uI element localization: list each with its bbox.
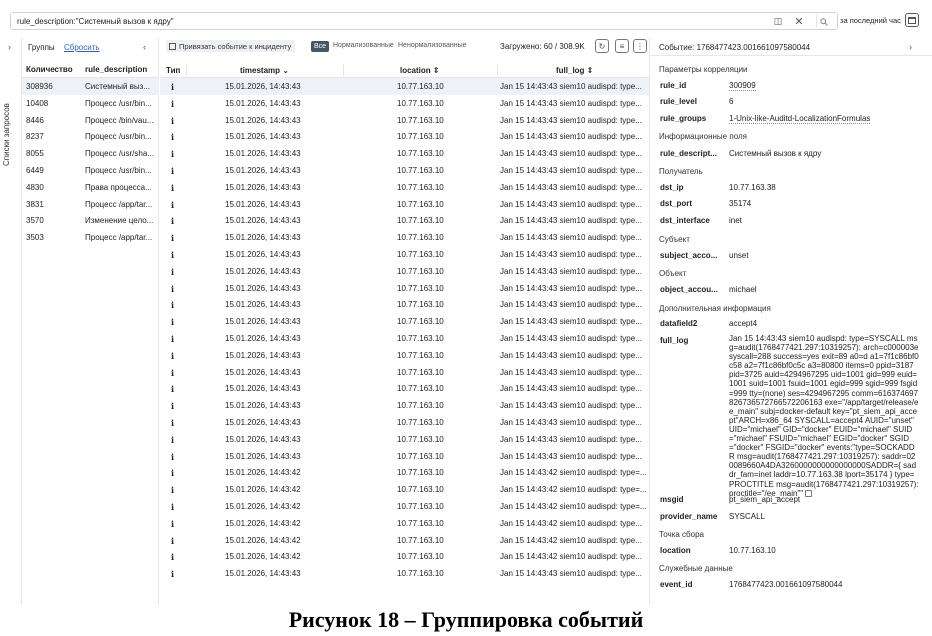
event-location: 10.77.163.10 <box>397 216 444 226</box>
event-timestamp: 15.01.2026, 14:43:43 <box>225 250 301 259</box>
event-timestamp: 15.01.2026, 14:43:43 <box>225 115 301 125</box>
event-full-log: Jan 15 14:43:42 siem10 audispd: type... <box>500 518 642 528</box>
event-row[interactable] <box>160 128 650 145</box>
event-row[interactable] <box>160 414 650 431</box>
event-timestamp: 15.01.2026, 14:43:43 <box>225 334 301 343</box>
bind-label: Привязать событие к инциденту <box>179 41 292 51</box>
field-value-dst-ip[interactable]: 10.77.163.38 <box>729 183 776 192</box>
field-value-subject-account[interactable]: unset <box>729 251 749 260</box>
field-key-dst-ip: dst_ip <box>660 183 684 192</box>
collapse-groups-icon[interactable]: ‹ <box>143 42 146 52</box>
event-location: 10.77.163.10 <box>397 518 444 528</box>
info-type-icon: i <box>171 82 175 92</box>
event-row[interactable] <box>160 481 650 498</box>
info-type-icon: i <box>171 434 175 445</box>
group-row[interactable] <box>22 196 159 213</box>
event-full-log: Jan 15 14:43:42 siem10 audispd: type=... <box>500 468 647 478</box>
info-type-icon: i <box>171 569 175 580</box>
event-timestamp: 15.01.2026, 14:43:43 <box>225 300 301 310</box>
event-location: 10.77.163.10 <box>397 569 444 579</box>
group-count: 10408 <box>26 98 49 108</box>
event-row[interactable] <box>160 464 650 481</box>
group-row[interactable] <box>22 212 159 229</box>
event-timestamp: 15.01.2026, 14:43:43 <box>225 233 301 243</box>
event-row[interactable] <box>160 498 650 515</box>
event-full-log: Jan 15 14:43:42 siem10 audispd: type... <box>500 552 642 562</box>
event-row[interactable] <box>160 397 650 414</box>
field-key-dst-interface: dst_interface <box>660 216 710 225</box>
full-log-text: Jan 15 14:43:43 siem10 audispd: type=SYSCALL msg=audit(1768477421.297:10319257): arch=c000003e syscall=288 success=yes exit=89 a0=d a1=7f1c86bf0c58 a2=7f1c86bf0c5c a3=80800 items=0 ppid=3187 pid=3725 auid=4294967295 uid=1001 gid=999 euid=1001 suid=1001 fsuid=1001 egid=999 sgid=999 fsgid=999 tty=(none) ses=4294967295 comm=616374697826736572766572206163 exe="/app/target/release/ee_main" subj=docker-default key="pt_siem_api_accept"ARCH=x86_64 SYSCALL=accept4 AUID="unset" UID="michael" GID="docker" EUID="michael" SUID="michael" FSUID="michael" EGID="docker" SGID="docker" FSGID="docker" events:"type=SOCKADDR msg=audit(1768477421.297:10319257): saddr=020089660A4DA3260000000000000000SADDR={ saddr_fam=inet laddr=10.77.163.38 lport=35174 } type=PROCTITLE msg=audit(1768477421.297:10319257): proctitle="/ee_main"" <box>729 334 919 498</box>
event-timestamp: 15.01.2026, 14:43:43 <box>225 199 301 209</box>
event-full-log: Jan 15 14:43:43 siem10 audispd: type... <box>500 434 642 444</box>
event-location: 10.77.163.10 <box>397 233 444 243</box>
column-location[interactable] <box>400 66 440 75</box>
column-full-log-label: full_log <box>556 66 585 75</box>
expand-rail-icon[interactable]: › <box>8 42 11 52</box>
field-key-event-id: event_id <box>660 580 693 589</box>
more-options-icon[interactable]: ⋮ <box>633 39 647 53</box>
event-row[interactable] <box>160 280 650 297</box>
event-location: 10.77.163.10 <box>397 115 444 125</box>
field-value-event-id[interactable]: 1768477423.001661097580044 <box>729 580 843 589</box>
event-timestamp: 15.01.2026, 14:43:42 <box>225 552 301 562</box>
event-location: 10.77.163.10 <box>397 149 444 159</box>
bind-to-incident-button[interactable] <box>166 40 295 52</box>
search-bar <box>0 10 932 34</box>
group-description: Процесс /usr/bin... <box>85 166 152 175</box>
event-timestamp: 15.01.2026, 14:43:42 <box>225 518 301 528</box>
group-description: Права процесса... <box>85 182 152 192</box>
event-full-log: Jan 15 14:43:43 siem10 audispd: type... <box>500 266 642 276</box>
group-row[interactable] <box>22 78 159 95</box>
event-row[interactable] <box>160 347 650 364</box>
info-type-icon: i <box>171 115 175 126</box>
section-additional: Дополнительная информация <box>659 304 771 313</box>
event-location: 10.77.163.10 <box>397 367 444 377</box>
event-location: 10.77.163.10 <box>397 98 444 108</box>
event-full-log: Jan 15 14:43:43 siem10 audispd: type... <box>500 451 642 461</box>
event-row[interactable] <box>160 515 650 532</box>
event-full-log: Jan 15 14:43:43 siem10 audispd: type... <box>500 317 642 327</box>
field-key-rule-description: rule_descript... <box>660 149 717 158</box>
group-row[interactable] <box>22 128 159 145</box>
field-key-rule-groups: rule_groups <box>660 114 707 123</box>
field-value-object-account[interactable]: michael <box>729 285 757 294</box>
event-row[interactable] <box>160 179 650 196</box>
field-key-subject-account: subject_acco... <box>660 251 718 260</box>
expand-detail-icon[interactable]: › <box>909 42 912 52</box>
group-row[interactable] <box>22 179 159 196</box>
bind-icon <box>169 43 176 50</box>
events-panel <box>160 38 650 604</box>
event-full-log: Jan 15 14:43:43 siem10 audispd: type... <box>500 334 642 343</box>
event-row[interactable] <box>160 431 650 448</box>
group-count: 3831 <box>26 199 44 209</box>
event-full-log: Jan 15 14:43:43 siem10 audispd: type... <box>500 569 642 579</box>
group-count: 3570 <box>26 216 44 226</box>
field-value-provider-name[interactable]: SYSCALL <box>729 512 766 521</box>
group-row[interactable] <box>22 229 159 246</box>
event-location: 10.77.163.10 <box>397 132 444 142</box>
groups-panel <box>22 38 159 604</box>
info-type-icon: i <box>171 149 175 160</box>
group-row[interactable] <box>22 95 159 112</box>
group-description: Процесс /usr/bin... <box>85 98 152 108</box>
event-full-log: Jan 15 14:43:43 siem10 audispd: type... <box>500 350 642 360</box>
group-row[interactable] <box>22 162 159 179</box>
info-type-icon: i <box>171 300 175 311</box>
info-type-icon: i <box>171 334 175 344</box>
event-timestamp: 15.01.2026, 14:43:43 <box>225 98 301 108</box>
event-full-log: Jan 15 14:43:43 siem10 audispd: type... <box>500 166 642 175</box>
column-count[interactable]: Количество <box>26 65 73 74</box>
info-type-icon: i <box>171 98 175 109</box>
section-correlation: Параметры корреляции <box>659 65 748 74</box>
event-location: 10.77.163.10 <box>397 502 444 511</box>
group-description: Процесс /bin/vau... <box>85 115 154 125</box>
groups-column-header <box>22 62 159 78</box>
loaded-count: Загружено: 60 / 308.9K <box>500 42 585 51</box>
field-key-msgid: msgid <box>660 495 684 504</box>
event-location: 10.77.163.10 <box>397 350 444 360</box>
filter-all-tab[interactable]: Все <box>311 41 329 52</box>
event-full-log: Jan 15 14:43:43 siem10 audispd: type... <box>500 233 642 243</box>
search-input[interactable] <box>17 14 757 28</box>
event-timestamp: 15.01.2026, 14:43:43 <box>225 317 301 327</box>
query-lists-rail <box>0 38 22 604</box>
field-key-dst-port: dst_port <box>660 199 692 208</box>
event-timestamp: 15.01.2026, 14:43:43 <box>225 82 301 91</box>
group-row[interactable] <box>22 112 159 129</box>
event-row[interactable] <box>160 212 650 229</box>
field-key-full-log: full_log <box>660 336 689 345</box>
event-full-log: Jan 15 14:43:43 siem10 audispd: type... <box>500 300 642 310</box>
event-location: 10.77.163.10 <box>397 334 444 343</box>
event-row[interactable] <box>160 263 650 280</box>
event-full-log: Jan 15 14:43:43 siem10 audispd: type... <box>500 283 642 293</box>
info-type-icon: i <box>171 283 175 294</box>
event-full-log: Jan 15 14:43:43 siem10 audispd: type... <box>500 149 642 159</box>
field-value-rule-level[interactable]: 6 <box>729 97 734 106</box>
info-type-icon: i <box>171 132 175 143</box>
event-location: 10.77.163.10 <box>397 266 444 276</box>
reset-link[interactable]: Сбросить <box>64 43 100 52</box>
event-timestamp: 15.01.2026, 14:43:43 <box>225 266 301 276</box>
info-type-icon: i <box>171 233 175 244</box>
info-type-icon: i <box>171 401 175 412</box>
sort-icon: ⇕ <box>586 66 594 75</box>
event-timestamp: 15.01.2026, 14:43:43 <box>225 418 301 427</box>
event-full-log: Jan 15 14:43:42 siem10 audispd: type=... <box>500 485 647 495</box>
info-type-icon: i <box>171 485 175 496</box>
event-timestamp: 15.01.2026, 14:43:43 <box>225 149 301 159</box>
event-location: 10.77.163.10 <box>397 451 444 461</box>
event-row[interactable] <box>160 78 650 95</box>
filter-unnormalized-tab[interactable]: Ненормализованные <box>398 42 467 49</box>
event-location: 10.77.163.10 <box>397 250 444 259</box>
field-value-msgid[interactable]: pt_siem_api_accept <box>729 495 801 504</box>
info-type-icon: i <box>171 552 175 563</box>
info-type-icon: i <box>171 317 175 328</box>
group-description: Изменение цело... <box>85 216 154 226</box>
info-type-icon: i <box>171 518 175 529</box>
field-value-location[interactable]: 10.77.163.10 <box>729 546 776 555</box>
event-location: 10.77.163.10 <box>397 401 444 411</box>
event-full-log: Jan 15 14:43:43 siem10 audispd: type... <box>500 367 642 377</box>
column-timestamp[interactable] <box>240 66 289 75</box>
group-count: 3503 <box>26 233 44 243</box>
event-location: 10.77.163.10 <box>397 182 444 192</box>
info-type-icon: i <box>171 182 175 193</box>
info-type-icon: i <box>171 502 175 512</box>
event-location: 10.77.163.10 <box>397 418 444 427</box>
field-value-rule-description[interactable]: Системный вызов к ядру <box>729 149 822 158</box>
event-timestamp: 15.01.2026, 14:43:42 <box>225 535 301 545</box>
event-full-log: Jan 15 14:43:42 siem10 audispd: type... <box>500 535 642 545</box>
event-row[interactable] <box>160 364 650 381</box>
group-description: Процесс /usr/sha... <box>85 149 154 159</box>
event-row[interactable] <box>160 565 650 582</box>
section-info: Информационные поля <box>659 132 747 141</box>
event-full-log: Jan 15 14:43:43 siem10 audispd: type... <box>500 98 642 108</box>
event-full-log: Jan 15 14:43:43 siem10 audispd: type... <box>500 216 642 226</box>
search-box[interactable] <box>10 12 838 30</box>
settings-sliders-icon[interactable]: ≡ <box>615 39 629 53</box>
event-location: 10.77.163.10 <box>397 434 444 444</box>
group-count: 8446 <box>26 115 44 125</box>
events-toolbar <box>160 38 650 56</box>
info-type-icon: i <box>171 266 175 277</box>
event-full-log: Jan 15 14:43:43 siem10 audispd: type... <box>500 250 642 259</box>
field-value-dst-interface[interactable]: inet <box>729 216 742 225</box>
clear-icon[interactable]: ✕ <box>794 16 804 28</box>
calendar-icon[interactable] <box>905 13 919 27</box>
info-type-icon: i <box>171 468 175 479</box>
event-full-log: Jan 15 14:43:43 siem10 audispd: type... <box>500 132 642 142</box>
info-type-icon: i <box>171 199 175 210</box>
event-timestamp: 15.01.2026, 14:43:43 <box>225 283 301 293</box>
column-timestamp-label: timestamp <box>240 66 281 75</box>
event-timestamp: 15.01.2026, 14:43:43 <box>225 166 301 175</box>
event-row[interactable] <box>160 380 650 397</box>
field-key-provider-name: provider_name <box>660 512 718 521</box>
group-count: 8055 <box>26 149 44 159</box>
section-object: Объект <box>659 269 687 278</box>
event-timestamp: 15.01.2026, 14:43:43 <box>225 367 301 377</box>
event-row[interactable] <box>160 330 650 347</box>
event-location: 10.77.163.10 <box>397 384 444 394</box>
event-timestamp: 15.01.2026, 14:43:43 <box>225 182 301 192</box>
event-location: 10.77.163.10 <box>397 317 444 327</box>
time-period-label[interactable]: за последний час <box>840 16 901 25</box>
event-timestamp: 15.01.2026, 14:43:43 <box>225 216 301 226</box>
event-full-log: Jan 15 14:43:43 siem10 audispd: type... <box>500 418 642 427</box>
event-timestamp: 15.01.2026, 14:43:43 <box>225 569 301 579</box>
column-location-label: location <box>400 66 431 75</box>
event-timestamp: 15.01.2026, 14:43:42 <box>225 468 301 478</box>
event-row[interactable] <box>160 313 650 330</box>
event-full-log: Jan 15 14:43:43 siem10 audispd: type... <box>500 115 642 125</box>
field-value-full-log[interactable] <box>729 334 919 498</box>
field-key-object-account: object_accou... <box>660 285 718 294</box>
field-key-datafield2: datafield2 <box>660 319 698 328</box>
field-value-dst-port[interactable]: 35174 <box>729 199 752 208</box>
event-location: 10.77.163.10 <box>397 535 444 545</box>
event-timestamp: 15.01.2026, 14:43:43 <box>225 401 301 411</box>
event-location: 10.77.163.10 <box>397 485 444 495</box>
info-type-icon: i <box>171 418 175 428</box>
group-count: 4830 <box>26 182 44 192</box>
event-location: 10.77.163.10 <box>397 82 444 91</box>
group-description: Процесс /app/tar... <box>85 233 153 243</box>
event-row[interactable] <box>160 296 650 313</box>
search-icon[interactable] <box>816 15 830 28</box>
event-timestamp: 15.01.2026, 14:43:43 <box>225 132 301 142</box>
filter-normalized-tab[interactable]: Нормализованные <box>333 42 394 49</box>
group-count: 6449 <box>26 166 44 175</box>
info-type-icon: i <box>171 384 175 395</box>
field-key-location: location <box>660 546 691 555</box>
column-rule-description[interactable]: rule_description <box>85 65 148 74</box>
group-count: 8237 <box>26 132 44 142</box>
copy-icon[interactable] <box>805 490 812 497</box>
event-location: 10.77.163.10 <box>397 552 444 562</box>
section-service: Служебные данные <box>659 564 733 573</box>
event-timestamp: 15.01.2026, 14:43:43 <box>225 451 301 461</box>
event-full-log: Jan 15 14:43:43 siem10 audispd: type... <box>500 199 642 209</box>
event-detail-title: Событие: 1768477423.001661097580044 <box>659 43 811 52</box>
event-full-log: Jan 15 14:43:43 siem10 audispd: type... <box>500 401 642 411</box>
info-type-icon: i <box>171 350 175 361</box>
field-value-datafield2[interactable]: accept4 <box>729 319 758 328</box>
section-subject: Субъект <box>659 235 690 244</box>
event-location: 10.77.163.10 <box>397 166 444 175</box>
events-column-header <box>160 62 650 78</box>
event-location: 10.77.163.10 <box>397 300 444 310</box>
event-row[interactable] <box>160 229 650 246</box>
info-type-icon: i <box>171 216 175 227</box>
event-full-log: Jan 15 14:43:43 siem10 audispd: type... <box>500 182 642 192</box>
group-row[interactable] <box>22 145 159 162</box>
event-detail-panel <box>651 38 932 604</box>
section-receiver: Получатель <box>659 167 703 176</box>
sort-icon: ⇕ <box>432 66 440 75</box>
group-description: Процесс /usr/bin... <box>85 132 152 142</box>
event-timestamp: 15.01.2026, 14:43:42 <box>225 502 301 511</box>
event-timestamp: 15.01.2026, 14:43:43 <box>225 434 301 444</box>
info-type-icon: i <box>171 166 175 176</box>
event-row[interactable] <box>160 246 650 263</box>
event-full-log: Jan 15 14:43:43 siem10 audispd: type... <box>500 82 642 91</box>
column-full-log[interactable] <box>556 66 593 75</box>
figure-caption: Рисунок 18 – Группировка событий <box>288 607 644 632</box>
event-full-log: Jan 15 14:43:43 siem10 audispd: type... <box>500 384 642 394</box>
groups-header <box>22 38 158 58</box>
info-type-icon: i <box>171 250 175 260</box>
sort-desc-icon: ⌄ <box>282 66 289 75</box>
event-row[interactable] <box>160 196 650 213</box>
info-type-icon: i <box>171 451 175 462</box>
info-type-icon: i <box>171 535 175 546</box>
field-value-rule-groups[interactable]: 1-Unix-like-Auditd-LocalizationFormulas <box>729 114 871 123</box>
event-location: 10.77.163.10 <box>397 283 444 293</box>
event-row[interactable] <box>160 448 650 465</box>
event-row[interactable] <box>160 532 650 549</box>
field-value-rule-id[interactable]: 300909 <box>729 81 756 90</box>
event-row[interactable] <box>160 162 650 179</box>
event-row[interactable] <box>160 95 650 112</box>
info-type-icon: i <box>171 367 175 378</box>
field-key-rule-id: rule_id <box>660 81 687 90</box>
group-description: Процесс /app/tar... <box>85 199 153 209</box>
event-timestamp: 15.01.2026, 14:43:43 <box>225 350 301 360</box>
section-collection: Точка сбора <box>659 530 704 539</box>
refresh-icon[interactable]: ↻ <box>595 39 609 53</box>
event-timestamp: 15.01.2026, 14:43:43 <box>225 384 301 394</box>
event-row[interactable] <box>160 548 650 565</box>
column-type[interactable]: Тип <box>166 66 181 75</box>
event-detail-header <box>651 38 932 56</box>
save-query-icon[interactable]: ◫ <box>773 16 783 26</box>
field-key-rule-level: rule_level <box>660 97 697 106</box>
group-description: Системный выз... <box>85 82 150 91</box>
query-lists-label[interactable]: Списки запросов <box>2 103 11 166</box>
groups-title: Группы <box>28 43 55 52</box>
event-timestamp: 15.01.2026, 14:43:42 <box>225 485 301 495</box>
group-count: 308936 <box>26 82 53 91</box>
event-row[interactable] <box>160 112 650 129</box>
event-row[interactable] <box>160 145 650 162</box>
event-location: 10.77.163.10 <box>397 468 444 478</box>
event-location: 10.77.163.10 <box>397 199 444 209</box>
event-full-log: Jan 15 14:43:42 siem10 audispd: type=... <box>500 502 647 511</box>
